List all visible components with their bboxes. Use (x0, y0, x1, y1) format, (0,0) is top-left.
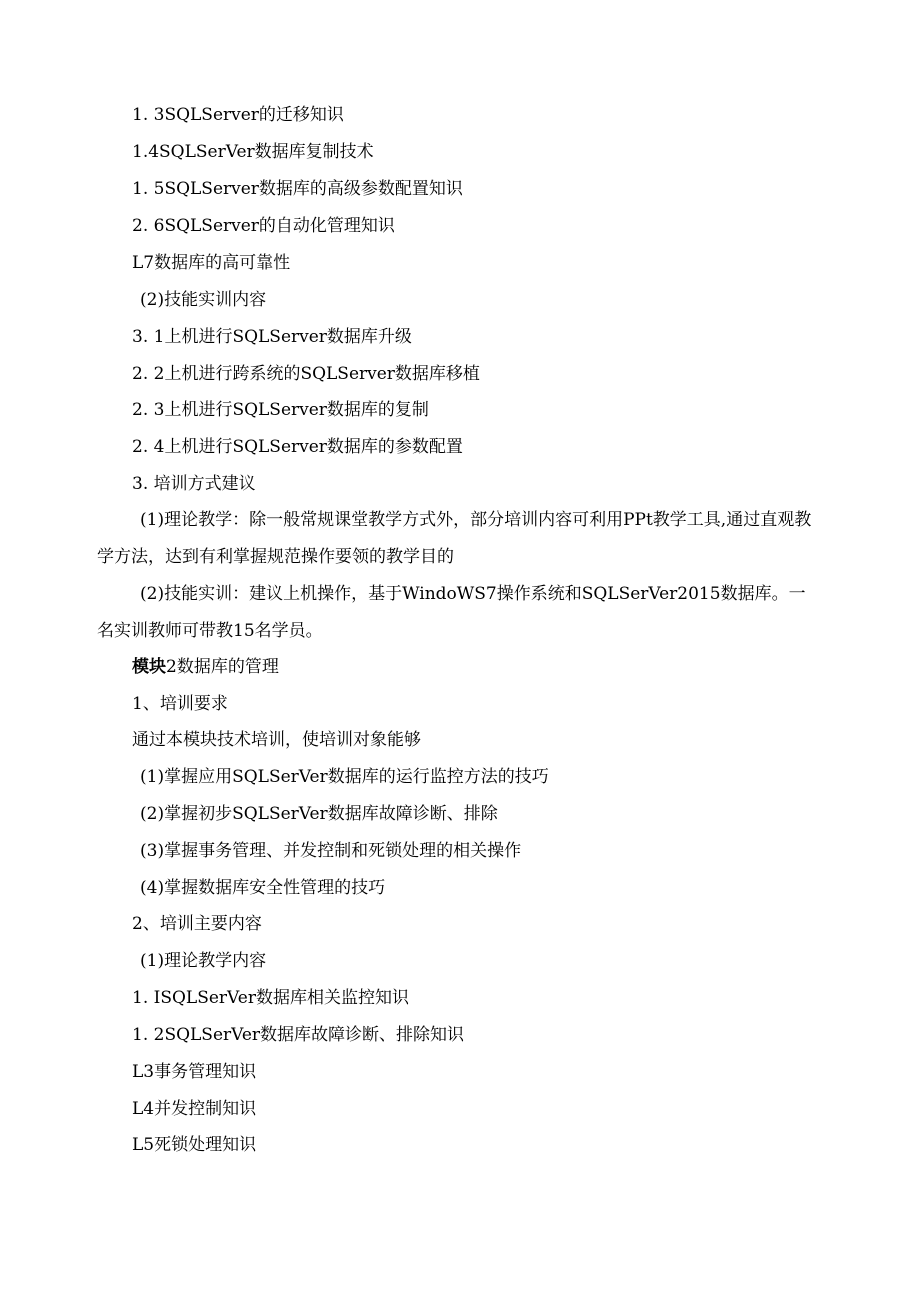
text-line: L3事务管理知识 (132, 1062, 257, 1082)
section-heading: 1、培训要求 (132, 694, 228, 714)
paragraph: (2)技能实训：建议上机操作，基于WindoWS7操作系统和SQLSerVer2015数据库。一名实训教师可带教15名学员。 (97, 584, 806, 641)
text-line: 3. 1上机进行SQLServer数据库升级 (132, 327, 412, 347)
text-line: 1. 5SQLServer数据库的高级参数配置知识 (132, 179, 463, 199)
text-line: 2. 6SQLServer的自动化管理知识 (132, 216, 395, 236)
module-title: 2数据库的管理 (166, 657, 279, 677)
text-line: L7数据库的高可靠性 (132, 253, 291, 273)
text-line: (1)理论教学内容 (140, 951, 267, 971)
text-line: 1. 2SQLSerVer数据库故障诊断、排除知识 (132, 1025, 465, 1045)
text-line: 1. 3SQLServer的迁移知识 (132, 105, 344, 125)
list-item: (3)掌握事务管理、并发控制和死锁处理的相关操作 (140, 841, 522, 861)
list-item: (4)掌握数据库安全性管理的技巧 (140, 878, 386, 898)
paragraph: (1)理论教学：除一般常规课堂教学方式外，部分培训内容可利用PPt教学工具,通过直观教学方法，达到有利掌握规范操作要领的教学目的 (97, 510, 812, 567)
text-line: L4并发控制知识 (132, 1099, 257, 1119)
text-line: 2. 2上机进行跨系统的SQLServer数据库移植 (132, 364, 480, 384)
text-line: 2. 3上机进行SQLServer数据库的复制 (132, 400, 429, 420)
text-line: 通过本模块技术培训，使培训对象能够 (132, 730, 421, 750)
list-item: (1)掌握应用SQLSerVer数据库的运行监控方法的技巧 (140, 767, 549, 787)
list-item: (2)掌握初步SQLSerVer数据库故障诊断、排除 (140, 804, 498, 824)
module-label: 模块 (132, 657, 166, 677)
text-line: 1. ISQLSerVer数据库相关监控知识 (132, 988, 409, 1008)
text-line: (2)技能实训内容 (140, 290, 267, 310)
text-line: 1.4SQLSerVer数据库复制技术 (132, 142, 374, 162)
text-line: L5死锁处理知识 (132, 1135, 257, 1155)
section-heading: 3. 培训方式建议 (132, 474, 256, 494)
section-heading: 2、培训主要内容 (132, 914, 262, 934)
module-heading (132, 655, 279, 679)
text-line: 2. 4上机进行SQLServer数据库的参数配置 (132, 437, 463, 457)
